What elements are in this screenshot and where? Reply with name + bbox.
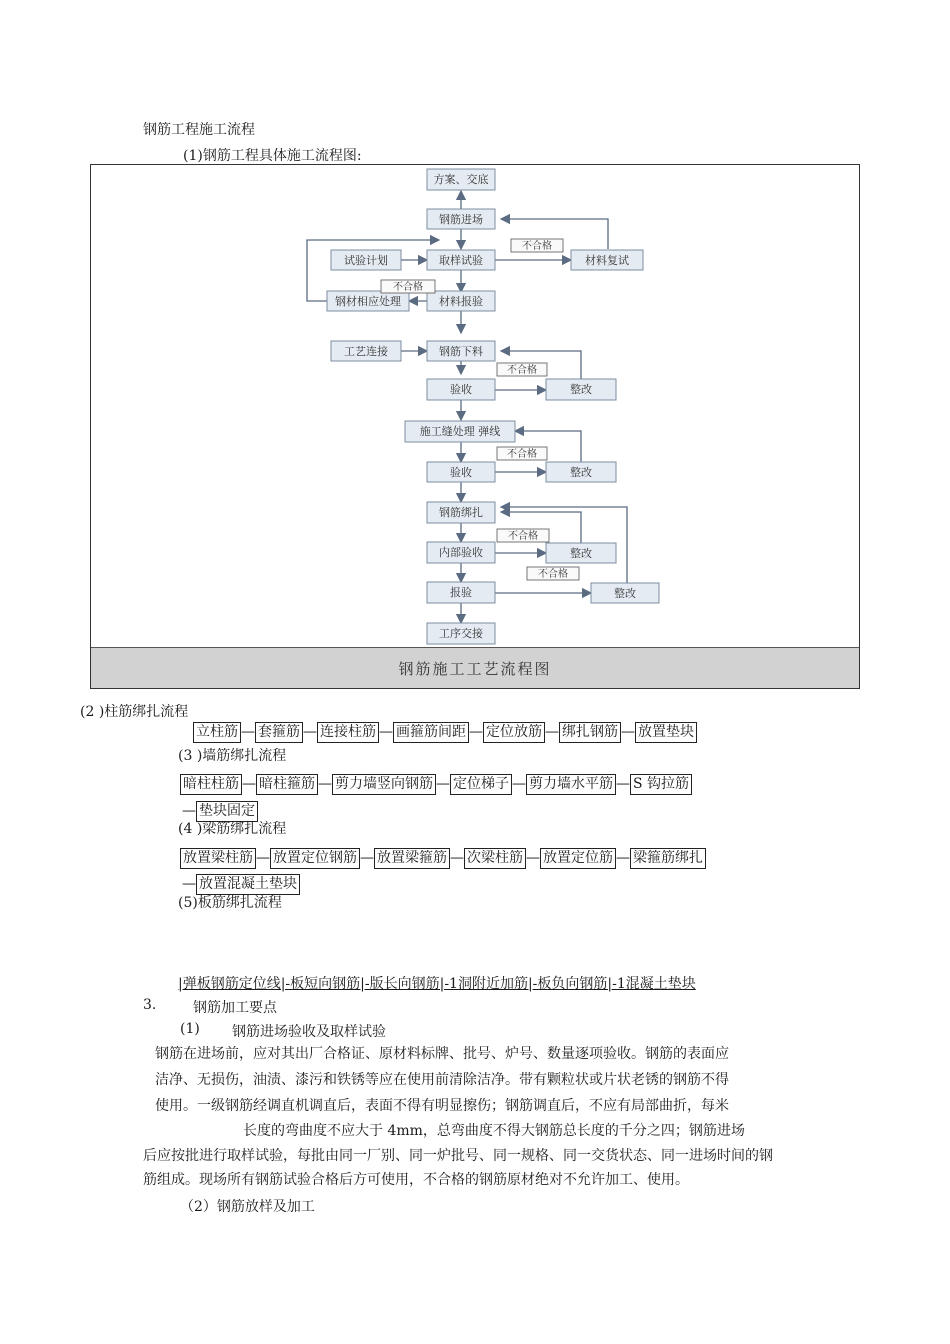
svg-text:钢筋下料: 钢筋下料 [439, 345, 483, 358]
beam-step-5: 放置定位筋 [540, 848, 616, 869]
svg-text:试验计划: 试验计划 [344, 254, 388, 267]
wall-step-3: 剪力墙竖向钢筋 [332, 774, 436, 795]
column-step-3: 连接柱筋 [317, 722, 379, 743]
tag-unqualified-6 [527, 567, 579, 580]
flow-separator: — [621, 724, 635, 740]
svg-text:不合格: 不合格 [393, 282, 423, 293]
svg-text:整改: 整改 [570, 383, 592, 396]
wall-step-1: 暗柱柱筋 [180, 774, 242, 795]
flow-separator: — [360, 850, 374, 866]
svg-text:不合格: 不合格 [538, 569, 568, 580]
node-rectify-3 [546, 543, 616, 563]
node-sampling-test [427, 250, 495, 270]
svg-text:方案、交底: 方案、交底 [433, 173, 489, 186]
beam-step-1: 放置梁柱筋 [180, 848, 256, 869]
svg-text:不合格: 不合格 [507, 365, 537, 376]
wall-step-5: 剪力墙水平筋 [526, 774, 616, 795]
node-rebar-binding [427, 502, 495, 523]
flow-separator: — [241, 724, 255, 740]
flowchart-caption: 钢筋施工工艺流程图 [91, 647, 859, 688]
flow-separator: — [545, 724, 559, 740]
node-acceptance-1 [427, 379, 495, 400]
flow-separator: — [469, 724, 483, 740]
paragraph-line-2: 洁净、无损伤，油渍、漆污和铁锈等应在使用前清除洁净。带有颗粒状或片状老锈的钢筋不得 [155, 1072, 729, 1088]
node-rebar-arrival [427, 209, 495, 229]
slab-binding-flow: |弹板钢筋定位线|-板短向钢筋|-版长向钢筋|-1洞附近加筋|-板负向钢筋|-1混凝土垫块 [178, 976, 696, 992]
node-joint-treatment [405, 421, 515, 442]
paragraph-line-5: 后应按批进行取样试验，每批由同一厂别、同一炉批号、同一规格、同一交货状态、同一进场时间的钢 [143, 1148, 773, 1164]
wall-step-2: 暗柱箍筋 [256, 774, 318, 795]
flow-separator: — [318, 776, 332, 792]
node-internal-acceptance [427, 542, 495, 563]
tag-unqualified-1 [511, 239, 563, 252]
column-binding-flow [193, 722, 697, 743]
paragraph-line-3: 使用。一级钢筋经调直机调直后，表面不得有明显擦伤；钢筋调直后，不应有局部曲折，每米 [155, 1098, 729, 1114]
column-step-1: 立柱筋 [193, 722, 241, 743]
node-plan-briefing [427, 169, 495, 190]
flow-separator: — [616, 850, 630, 866]
flow-separator: — [379, 724, 393, 740]
paragraph-line-4: 长度的弯曲度不应大于 4mm，总弯曲度不得大钢筋总长度的千分之四；钢筋进场 [243, 1123, 745, 1139]
tag-unqualified-5 [497, 529, 549, 542]
column-step-4: 画箍筋间距 [393, 722, 469, 743]
column-binding-title: (2 )柱筋绑扎流程 [80, 704, 189, 720]
svg-text:不合格: 不合格 [507, 449, 537, 460]
node-rectify-1 [546, 379, 616, 400]
svg-text:取样试验: 取样试验 [439, 254, 483, 267]
flow-separator: — [450, 850, 464, 866]
subsection-2-title: （2）钢筋放样及加工 [180, 1199, 315, 1215]
node-rectify-4 [591, 583, 659, 603]
flow-separator: — [526, 850, 540, 866]
slab-binding-title: (5)板筋绑扎流程 [178, 895, 282, 911]
tag-unqualified-4 [497, 447, 547, 460]
svg-text:报验: 报验 [450, 586, 472, 599]
node-report-inspection [427, 582, 495, 603]
svg-text:不合格: 不合格 [508, 531, 538, 542]
paragraph-line-6: 筋组成。现场所有钢筋试验合格后方可使用，不合格的钢筋原材绝对不允许加工、使用。 [143, 1172, 689, 1188]
flow-separator: — [242, 776, 256, 792]
beam-step-4: 次梁柱筋 [464, 848, 526, 869]
flow-separator: — [616, 776, 630, 792]
column-step-7: 放置垫块 [635, 722, 697, 743]
svg-text:整改: 整改 [614, 587, 636, 600]
svg-text:钢筋进场: 钢筋进场 [439, 213, 483, 226]
subsection-title: 钢筋进场验收及取样试验 [232, 1024, 386, 1040]
tag-unqualified-2 [381, 280, 435, 293]
tag-unqualified-3 [497, 363, 547, 376]
flow-separator: — [436, 776, 450, 792]
flowchart-subtitle: (1)钢筋工程具体施工流程图: [183, 148, 362, 164]
node-handover [427, 623, 495, 644]
section-title: 钢筋加工要点 [193, 1000, 277, 1016]
beam-step-3: 放置梁箍筋 [374, 848, 450, 869]
node-material-retest [571, 250, 643, 270]
column-step-6: 绑扎钢筋 [559, 722, 621, 743]
wall-step-4: 定位梯子 [450, 774, 512, 795]
svg-text:验收: 验收 [450, 383, 472, 396]
flow-separator: — [256, 850, 270, 866]
node-rebar-cutting [427, 341, 495, 361]
rebar-flowchart [90, 164, 860, 689]
node-steel-treatment [327, 291, 409, 311]
node-acceptance-2 [427, 462, 495, 482]
svg-text:钢材相应处理: 钢材相应处理 [335, 295, 401, 308]
beam-step-7: 放置混凝土垫块 [196, 874, 300, 895]
flow-separator: — [512, 776, 526, 792]
wall-step-6: S 钩拉筋 [630, 774, 692, 795]
node-process-connection [331, 341, 401, 361]
svg-text:整改: 整改 [570, 466, 592, 479]
wall-binding-flow [180, 774, 692, 795]
svg-text:验收: 验收 [450, 466, 472, 479]
paragraph-line-1: 钢筋在进场前，应对其出厂合格证、原材料标牌、批号、炉号、数量逐项验收。钢筋的表面应 [155, 1046, 729, 1062]
beam-binding-flow [180, 848, 706, 869]
wall-step-7: 垫块固定 [196, 801, 258, 822]
flowchart-svg [91, 165, 859, 649]
svg-text:材料报验: 材料报验 [439, 295, 483, 308]
beam-step-6: 梁箍筋绑扎 [630, 848, 706, 869]
svg-text:整改: 整改 [570, 547, 592, 560]
svg-text:工序交接: 工序交接 [439, 627, 483, 640]
subsection-number: (1) [180, 1021, 200, 1037]
section-number: 3. [143, 997, 157, 1013]
flow-separator: — [182, 803, 196, 819]
svg-text:工艺连接: 工艺连接 [344, 345, 388, 358]
node-rectify-2 [546, 462, 616, 482]
svg-text:施工缝处理 弹线: 施工缝处理 弹线 [419, 425, 501, 438]
beam-step-2: 放置定位钢筋 [270, 848, 360, 869]
flow-separator: — [303, 724, 317, 740]
beam-binding-title: (4 )梁筋绑扎流程 [178, 821, 287, 837]
svg-text:钢筋绑扎: 钢筋绑扎 [439, 506, 483, 519]
svg-text:不合格: 不合格 [522, 241, 552, 252]
wall-binding-title: (3 )墙筋绑扎流程 [178, 748, 287, 764]
flow-separator: — [182, 876, 196, 892]
svg-text:材料复试: 材料复试 [585, 254, 629, 267]
column-step-5: 定位放筋 [483, 722, 545, 743]
column-step-2: 套箍筋 [255, 722, 303, 743]
node-material-inspection [427, 291, 495, 311]
node-test-plan [331, 250, 401, 270]
svg-text:内部验收: 内部验收 [439, 546, 483, 559]
section-heading: 钢筋工程施工流程 [143, 122, 255, 138]
